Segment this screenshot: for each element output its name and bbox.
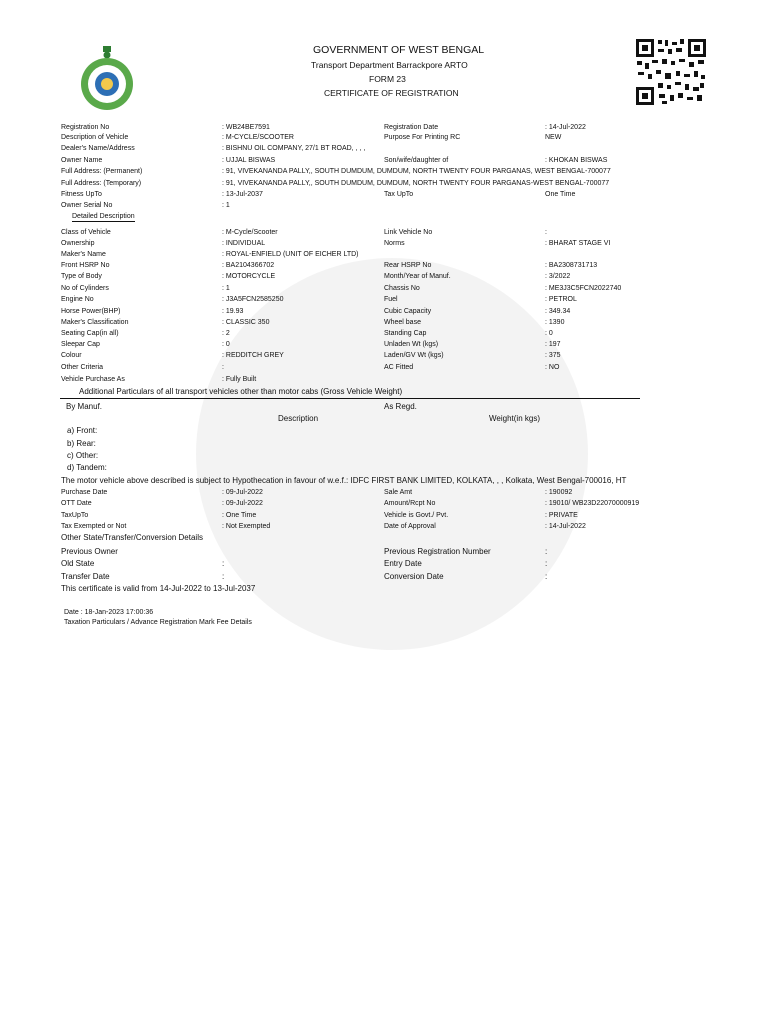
field-label: Previous Registration Number	[384, 547, 491, 556]
field-label: Ownership	[61, 240, 95, 247]
print-date: Date : 18-Jan-2023 17:00:36	[64, 609, 154, 616]
other-state-heading: Other State/Transfer/Conversion Details	[61, 533, 203, 542]
field-value: : 14-Jul-2022	[545, 523, 586, 530]
field-label: Amount/Rcpt No	[384, 500, 436, 507]
field-value: : M-CYCLE/SCOOTER	[222, 134, 294, 141]
field-label: Tax Exempted or Not	[61, 523, 127, 530]
field-label: Conversion Date	[384, 572, 444, 581]
field-label: Chassis No	[384, 285, 420, 292]
as-regd-label: As Regd.	[384, 402, 417, 411]
validity-statement: This certificate is valid from 14-Jul-2022 to 13-Jul-2037	[61, 584, 256, 593]
field-value: : 190092	[545, 489, 573, 496]
west-bengal-emblem-logo	[73, 44, 141, 112]
field-value: : Not Exempted	[222, 523, 271, 530]
field-value: :	[222, 572, 225, 581]
field-label: Engine No	[61, 296, 94, 303]
field-value: : INDIVIDUAL	[222, 240, 266, 247]
field-value: : 14-Jul-2022	[545, 124, 586, 131]
field-label: Date of Approval	[384, 523, 436, 530]
field-value: :	[545, 547, 548, 556]
field-value: :	[222, 559, 225, 568]
field-value: : 1	[222, 202, 230, 209]
field-value: : Fully Built	[222, 376, 257, 383]
field-value: : MOTORCYCLE	[222, 273, 276, 280]
field-value: : 91, VIVEKANANDA PALLY,, SOUTH DUMDUM, DUMDUM, NORTH TWENTY FOUR PARGANAS-WEST BENGAL-700077	[222, 180, 610, 187]
taxation-particulars: Taxation Particulars / Advance Registration Mark Fee Details	[64, 619, 252, 626]
axle-tandem: d) Tandem:	[67, 463, 107, 472]
field-label: Sale Amt	[384, 489, 413, 496]
qr-code	[634, 37, 708, 107]
field-value: :	[545, 572, 548, 581]
field-value: :	[545, 559, 548, 568]
field-value: : 0	[545, 330, 553, 337]
field-label: Sleepar Cap	[61, 341, 100, 348]
field-label: Horse Power(BHP)	[61, 308, 121, 315]
field-value: : M-Cycle/Scooter	[222, 229, 278, 236]
field-label: Colour	[61, 352, 82, 359]
field-value: : ME3J3C5FCN2022740	[545, 285, 622, 292]
field-value: : BISHNU OIL COMPANY, 27/1 BT ROAD, , , ,	[222, 145, 366, 152]
field-label: Other Criteria	[61, 364, 104, 371]
field-label: Laden/GV Wt (kgs)	[384, 352, 444, 359]
field-value: : KHOKAN BISWAS	[545, 157, 608, 164]
field-value: : 349.34	[545, 308, 571, 315]
government-title: GOVERNMENT OF WEST BENGAL	[313, 44, 485, 56]
field-label: Fitness UpTo	[61, 191, 102, 198]
field-label: Wheel base	[384, 319, 421, 326]
field-label: Registration No	[61, 124, 110, 131]
field-label: Month/Year of Manuf.	[384, 273, 451, 280]
field-label: Son/wife/daughter of	[384, 157, 449, 164]
field-label: Vehicle is Govt./ Pvt.	[384, 512, 449, 519]
field-value: : 375	[545, 352, 561, 359]
field-label: Rear HSRP No	[384, 262, 432, 269]
hypothecation-statement: The motor vehicle above described is subject to Hypothecation in favour of w.e.f.: IDFC FIRST BANK LIMITED, KOLKATA, , , Kolkata, West Bengal-700016, HT	[61, 476, 627, 485]
field-label: Seating Cap(in all)	[61, 330, 119, 337]
office-name: Transport Department Barrackpore ARTO	[311, 60, 468, 70]
field-value: : 91, VIVEKANANDA PALLY,, SOUTH DUMDUM, DUMDUM, NORTH TWENTY FOUR PARGANAS, WEST BENGAL-700077	[222, 168, 611, 175]
field-value: :	[545, 229, 547, 236]
field-label: Class of Vehicle	[61, 229, 111, 236]
field-label: Unladen Wt (kgs)	[384, 341, 439, 348]
additional-particulars-heading: Additional Particulars of all transport vehicles other than motor cabs (Gross Vehicle Weight)	[79, 387, 403, 396]
field-label: Standing Cap	[384, 330, 427, 337]
field-label: AC Fitted	[384, 364, 414, 371]
field-label: Type of Body	[61, 273, 102, 280]
field-value: : PETROL	[545, 296, 577, 303]
axle-other: c) Other:	[67, 451, 99, 460]
field-label: Norms	[384, 240, 405, 247]
field-label: OTT Date	[61, 500, 92, 507]
field-label: Dealer's Name/Address	[61, 145, 135, 152]
field-value: : ROYAL-ENFIELD (UNIT OF EICHER LTD)	[222, 251, 359, 258]
field-label: Transfer Date	[61, 572, 110, 581]
field-value: : 0	[222, 341, 230, 348]
field-value: : REDDITCH GREY	[222, 352, 284, 359]
field-label: No of Cylinders	[61, 285, 109, 292]
field-value: : BA2308731713	[545, 262, 598, 269]
field-label: Owner Serial No	[61, 202, 113, 209]
field-label: Description of Vehicle	[61, 134, 129, 141]
field-label: Full Address: (Temporary)	[61, 180, 142, 187]
field-value: : BHARAT STAGE VI	[545, 240, 611, 247]
field-label: Maker's Classification	[61, 319, 129, 326]
field-value: : 09-Jul-2022	[222, 500, 263, 507]
field-label: Vehicle Purchase As	[61, 376, 125, 383]
field-label: Entry Date	[384, 559, 422, 568]
field-label: Owner Name	[61, 157, 103, 164]
field-value: : NO	[545, 364, 560, 371]
field-value: : 13-Jul-2037	[222, 191, 263, 198]
field-value: : 1	[222, 285, 230, 292]
form-number: FORM 23	[369, 74, 406, 84]
field-value: : WB24BE7591	[222, 124, 270, 131]
field-value: : 1390	[545, 319, 565, 326]
axle-rear: b) Rear:	[67, 439, 96, 448]
field-value: : PRIVATE	[545, 512, 578, 519]
field-value: : 09-Jul-2022	[222, 489, 263, 496]
field-value: : J3A5FCN2585250	[222, 296, 284, 303]
weight-column-header: Weight(in kgs)	[489, 414, 540, 423]
divider	[60, 398, 640, 399]
field-value: : One Time	[222, 512, 257, 519]
field-value: NEW	[545, 134, 562, 141]
detailed-description-heading: Detailed Description	[72, 213, 135, 220]
field-label: Full Address: (Permanent)	[61, 168, 143, 175]
field-value: One Time	[545, 191, 576, 198]
field-label: Maker's Name	[61, 251, 106, 258]
field-label: Purchase Date	[61, 489, 108, 496]
by-manuf-label: By Manuf.	[66, 402, 103, 411]
field-label: Tax UpTo	[384, 191, 414, 198]
field-value: : 2	[222, 330, 230, 337]
certificate-title: CERTIFICATE OF REGISTRATION	[324, 88, 459, 98]
field-label: TaxUpTo	[61, 512, 89, 519]
description-column-header: Description	[278, 414, 319, 423]
field-value: : CLASSIC 350	[222, 319, 270, 326]
field-label: Front HSRP No	[61, 262, 110, 269]
field-label: Cubic Capacity	[384, 308, 432, 315]
field-label: Previous Owner	[61, 547, 118, 556]
field-value: : BA2104366702	[222, 262, 275, 269]
field-label: Fuel	[384, 296, 398, 303]
field-label: Purpose For Printing RC	[384, 134, 461, 141]
field-value: : UJJAL BISWAS	[222, 157, 276, 164]
field-label: Registration Date	[384, 124, 439, 131]
field-value: : 19.93	[222, 308, 244, 315]
field-value: : 197	[545, 341, 561, 348]
field-label: Old State	[61, 559, 95, 568]
field-value: : 3/2022	[545, 273, 571, 280]
field-value: : 19010/ WB23D22070000919	[545, 500, 640, 507]
field-label: Link Vehicle No	[384, 229, 433, 236]
field-value: :	[222, 364, 224, 371]
axle-front: a) Front:	[67, 426, 98, 435]
